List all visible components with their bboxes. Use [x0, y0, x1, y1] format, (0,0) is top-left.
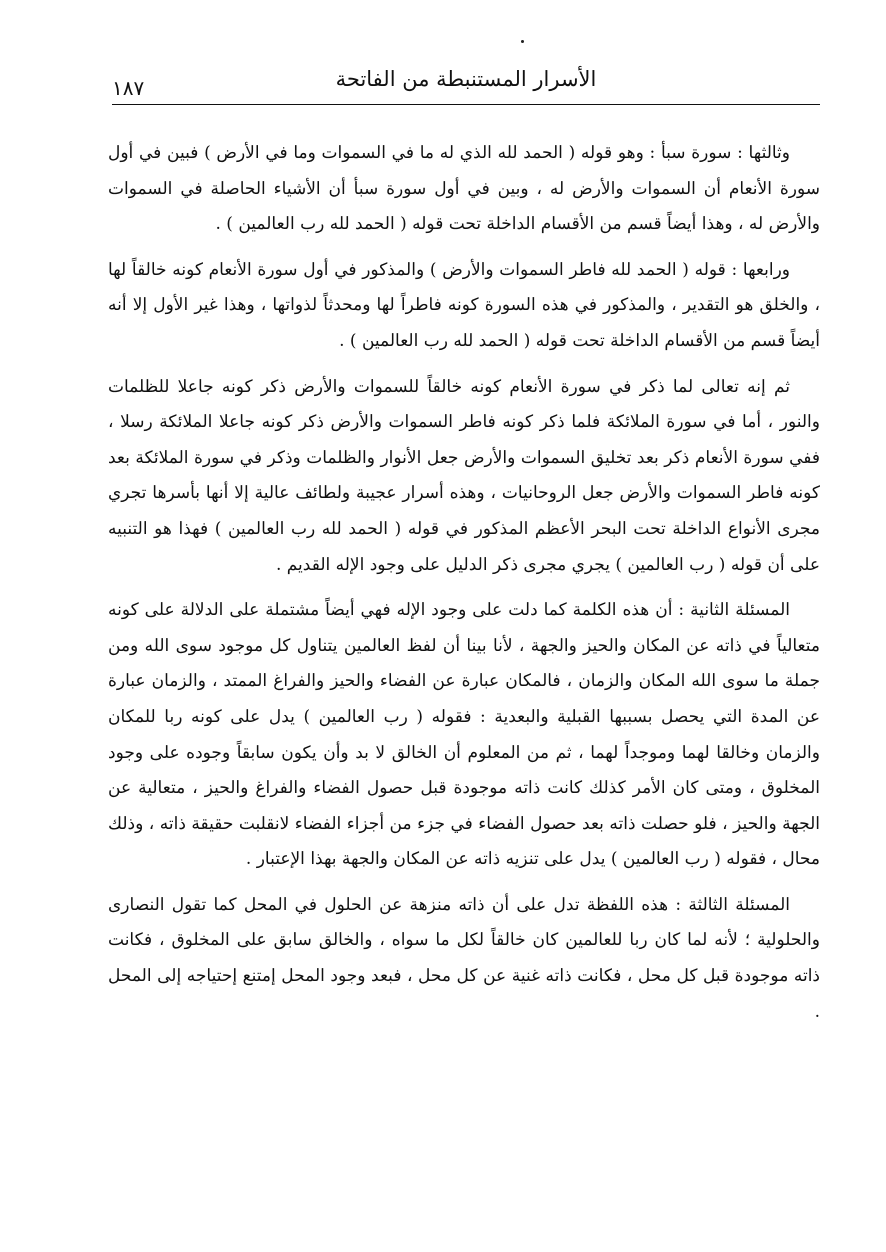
paragraph-saba: وثالثها : سورة سبأ : وهو قوله ( الحمد لله الذي له ما في السموات وما في الأرض ) فبين في أول سورة الأنعام أن السموات والأرض له ، وبين في أول سورة سبأ أن الأشياء الحاصلة في السموات والأرض له ، وهذا أيضاً قسم من الأقسام الداخلة تحت قوله ( الحمد لله رب العالمين ) .	[108, 143, 820, 235]
paragraph-anam-malaika: ثم إنه تعالى لما ذكر في سورة الأنعام كونه خالقاً للسموات والأرض ذكر كونه جاعلا للظلمات والنور ، أما في سورة الملائكة فلما ذكر كونه فاطر السموات والأرض ذكر كونه جاعلا الملائكة رسلا ، ففي سورة الأنعام ذكر بعد تخليق السموات والأرض جعل الأنوار والظلمات وذكر في سورة الملائكة بعد كونه فاطر السموات والأرض جعل الروحانيات ، وهذه أسرار عجيبة ولطائف عالية إلا أنها بأسرها تجري مجرى الأنواع الداخلة تحت البحر الأعظم المذكور في قوله ( الحمد لله رب العالمين ) فهذا هو التنبيه على أن قوله ( رب العالمين ) يجري مجرى ذكر الدليل على وجود الإله القديم .	[108, 376, 820, 575]
paragraph-fatir: ورابعها : قوله ( الحمد لله فاطر السموات والأرض ) والمذكور في أول سورة الأنعام كونه خالقاً لها ، والخلق هو التقدير ، والمذكور في هذه السورة كونه فاطراً لها ومحدثاً لذواتها ، وهذا غير الأول إلا أنه أيضاً قسم من الأقسام الداخلة تحت قوله ( الحمد لله رب العالمين ) .	[108, 259, 820, 351]
paragraph-third-issue: المسئلة الثالثة : هذه اللفظة تدل على أن ذاته منزهة عن الحلول في المحل كما تقول النصارى والحلولية ؛ لأنه لما كان ربا للعالمين كان خالقاً لكل ما سواه ، والخالق سابق على المخلوق ، فكانت ذاته موجودة قبل كل محل ، فكانت ذاته غنية عن كل محل ، فبعد وجود المحل إمتنع إحتياجه إلى المحل .	[108, 894, 820, 1022]
running-header	[112, 62, 820, 100]
header-rule	[112, 104, 820, 105]
page-number: ١٨٧	[112, 76, 145, 100]
ink-dot	[521, 40, 524, 43]
running-title: الأسرار المستنبطة من الفاتحة	[335, 67, 597, 91]
paragraph-second-issue: المسئلة الثانية : أن هذه الكلمة كما دلت على وجود الإله فهي أيضاً مشتملة على الدلالة على كونه متعالياً في ذاته عن المكان والحيز والجهة ، لأنا بينا أن لفظ العالمين يتناول كل موجود سوى الله ومن جملة ما سوى الله المكان والزمان ، فالمكان عبارة عن الفضاء والحيز والفراغ الممتد ، والزمان عبارة عن المدة التي يحصل بسببها القبلية والبعدية : فقوله ( رب العالمين ) يدل على كونه ربا للمكان والزمان وخالقا لهما وموجداً لهما ، ثم من المعلوم أن الخالق لا بد وأن يكون سابقاً وجوده على وجود المخلوق ، ومتى كان الأمر كذلك كانت ذاته موجودة قبل حصول الفضاء والفراغ والحيز ، متعالية عن الجهة والحيز ، فلو حصلت ذاته بعد حصول الفضاء في جزء من أجزاء الفضاء لانقلبت حقيقة ذاته ، وذلك محال ، فقوله ( رب العالمين ) يدل على تنزيه ذاته عن المكان والجهة بهذا الإعتبار .	[108, 600, 820, 870]
body-text	[108, 136, 820, 1040]
